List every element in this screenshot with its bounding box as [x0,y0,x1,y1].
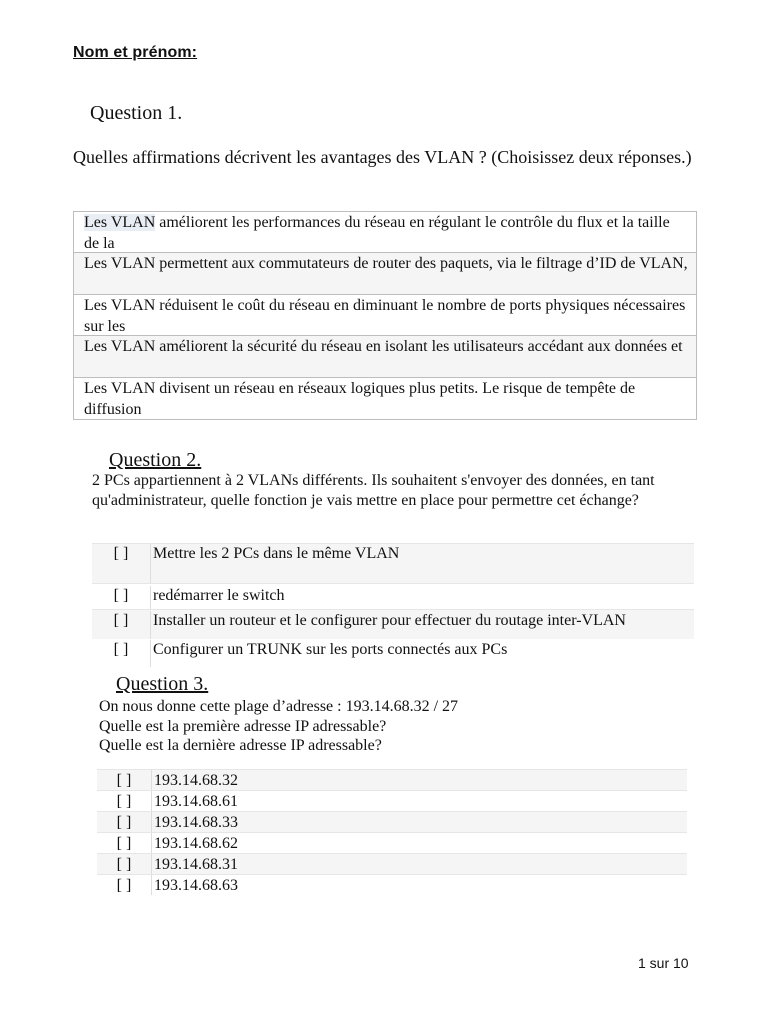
question-3-option[interactable] [97,811,687,832]
question-3-option[interactable] [97,790,687,811]
checkbox[interactable]: [ ] [113,612,129,629]
checkbox[interactable]: [ ] [113,545,129,562]
question-3-text [99,697,699,756]
question-3-options-table [97,769,687,895]
question-1-options-table [73,211,697,420]
question-1-option[interactable] [74,336,696,377]
question-1-option[interactable] [74,212,696,253]
option-label: 193.14.68.62 [151,833,687,853]
question-1-option[interactable] [74,378,696,419]
option-label: Mettre les 2 PCs dans le même VLAN [150,544,694,583]
option-text: Les VLAN permettent aux commutateurs de router des paquets, via le filtrage d’ID de VLAN, [84,255,688,273]
option-text: Les VLAN divisent un réseau en réseaux logiques plus petits. Le risque de tempête de diffusion [84,379,636,418]
option-text: Les VLAN améliorent la sécurité du réseau en isolant les utilisateurs accédant aux données et [84,338,683,356]
question-3-option[interactable] [97,769,687,790]
question-2-text: 2 PCs appartiennent à 2 VLANs différents. Ils souhaitent s'envoyer des données, en tant qu'administrateur, quelle fonction je vais mettre en place pour permettre cet échange? [92,472,655,509]
question-1-title: Question 1. [90,102,183,124]
question-3-line: Quelle est la première adresse IP adressable? [99,717,387,735]
question-2-title: Question 2. [109,449,202,471]
checkbox[interactable]: [ ] [113,587,129,604]
question-2-option[interactable] [92,609,694,639]
question-3-line: On nous donne cette plage d’adresse : 193.14.68.32 / 27 [99,698,459,715]
name-field-label: Nom et prénom: [73,44,198,61]
question-2-option[interactable] [92,583,694,609]
question-1-option[interactable] [74,253,696,294]
checkbox[interactable]: [ ] [116,793,132,810]
checkbox[interactable]: [ ] [116,835,132,852]
checkbox[interactable]: [ ] [116,772,132,789]
option-text: améliorent les performances du réseau en régulant le contrôle du flux et la taille de la [84,214,670,252]
question-3-option[interactable] [97,874,687,895]
checkbox[interactable]: [ ] [116,877,132,894]
option-text: Les VLAN réduisent le coût du réseau en diminuant le nombre de ports physiques nécessaires sur les [84,296,686,335]
option-label: 193.14.68.33 [151,812,687,832]
option-label: Configurer un TRUNK sur les ports connectés aux PCs [150,640,694,667]
option-label: Installer un routeur et le configurer pour effectuer du routage inter-VLAN [150,611,694,639]
question-3-line: Quelle est la dernière adresse IP adressable? [99,737,382,754]
checkbox[interactable]: [ ] [116,814,132,831]
question-1-text: Quelles affirmations décrivent les avantages des VLAN ? (Choisissez deux réponses.) [73,147,692,167]
question-3-option[interactable] [97,853,687,874]
checkbox[interactable]: [ ] [116,856,132,873]
question-2-options-table [92,543,694,667]
question-3-option[interactable] [97,832,687,853]
option-label: 193.14.68.61 [151,791,687,811]
question-3-title: Question 3. [116,673,209,695]
option-label: redémarrer le switch [150,586,694,609]
highlighted-text: Les VLAN [84,214,156,231]
option-label: 193.14.68.32 [151,770,687,790]
question-2-option[interactable] [92,639,694,667]
option-label: 193.14.68.63 [151,875,687,895]
option-label: 193.14.68.31 [151,854,687,874]
page-number: 1 sur 10 [638,955,689,971]
question-2-option[interactable] [92,543,694,583]
question-1-option[interactable] [74,295,696,336]
checkbox[interactable]: [ ] [113,641,129,658]
